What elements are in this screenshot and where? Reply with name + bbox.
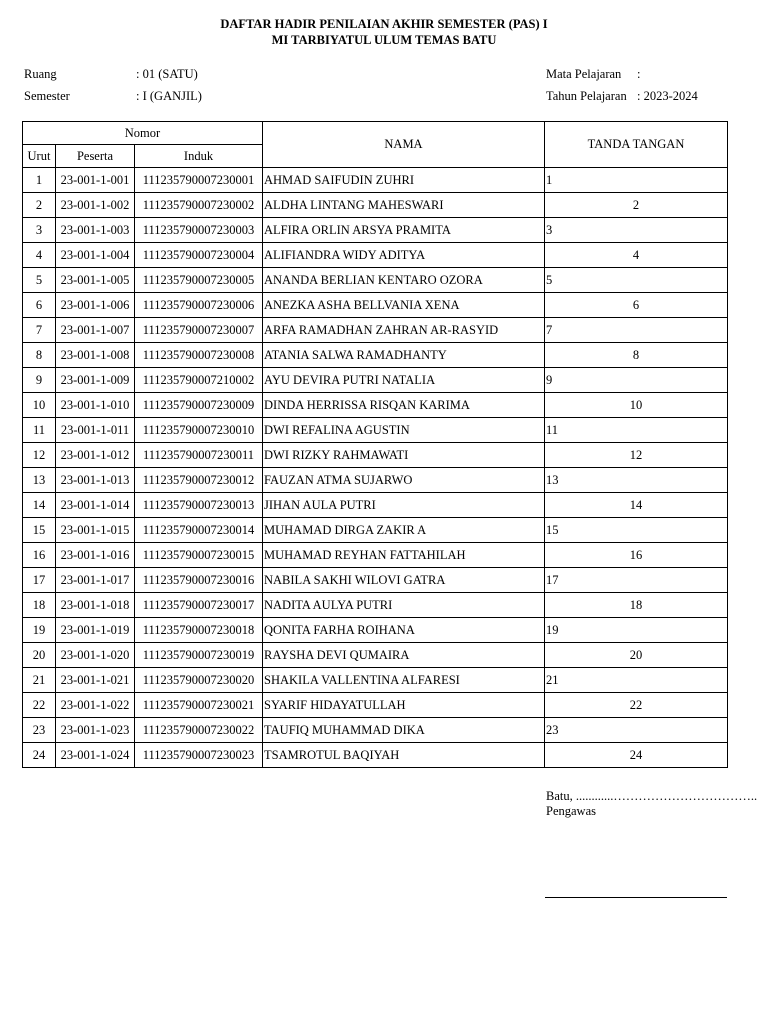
row-tanda-tangan: 14 (545, 493, 728, 518)
row-peserta: 23-001-1-013 (56, 468, 135, 493)
row-induk: 111235790007230019 (135, 643, 263, 668)
attendance-table (22, 121, 728, 768)
row-tanda-tangan: 19 (545, 618, 728, 643)
table-row (23, 493, 728, 518)
header-peserta: Peserta (56, 145, 135, 168)
row-peserta: 23-001-1-020 (56, 643, 135, 668)
signature-line (545, 897, 727, 898)
row-induk: 111235790007210002 (135, 368, 263, 393)
row-nama: RAYSHA DEVI QUMAIRA (263, 643, 545, 668)
table-row (23, 668, 728, 693)
row-nama: ALIFIANDRA WIDY ADITYA (263, 243, 545, 268)
row-nama: ANEZKA ASHA BELLVANIA XENA (263, 293, 545, 318)
row-nama: MUHAMAD REYHAN FATTAHILAH (263, 543, 545, 568)
row-induk: 111235790007230014 (135, 518, 263, 543)
row-tanda-tangan: 23 (545, 718, 728, 743)
row-tanda-tangan: 15 (545, 518, 728, 543)
row-induk: 111235790007230002 (135, 193, 263, 218)
row-tanda-tangan: 17 (545, 568, 728, 593)
tahun-label: Tahun Pelajaran (546, 89, 627, 103)
row-induk: 111235790007230007 (135, 318, 263, 343)
row-tanda-tangan: 24 (545, 743, 728, 768)
row-tanda-tangan: 4 (545, 243, 728, 268)
row-nama: NADITA AULYA PUTRI (263, 593, 545, 618)
row-tanda-tangan: 5 (545, 268, 728, 293)
row-peserta: 23-001-1-018 (56, 593, 135, 618)
row-nama: ANANDA BERLIAN KENTARO OZORA (263, 268, 545, 293)
row-urut: 21 (23, 668, 56, 693)
row-nama: DINDA HERRISSA RISQAN KARIMA (263, 393, 545, 418)
table-row (23, 643, 728, 668)
row-nama: DWI REFALINA AGUSTIN (263, 418, 545, 443)
row-peserta: 23-001-1-004 (56, 243, 135, 268)
ruang-value: : 01 (SATU) (136, 67, 198, 81)
row-induk: 111235790007230015 (135, 543, 263, 568)
semester-value: : I (GANJIL) (136, 89, 202, 103)
row-urut: 5 (23, 268, 56, 293)
table-row (23, 193, 728, 218)
row-induk: 111235790007230016 (135, 568, 263, 593)
row-urut: 6 (23, 293, 56, 318)
row-urut: 19 (23, 618, 56, 643)
row-tanda-tangan: 12 (545, 443, 728, 468)
row-urut: 17 (23, 568, 56, 593)
row-tanda-tangan: 18 (545, 593, 728, 618)
table-row (23, 518, 728, 543)
table-row (23, 543, 728, 568)
row-peserta: 23-001-1-010 (56, 393, 135, 418)
row-urut: 7 (23, 318, 56, 343)
row-urut: 13 (23, 468, 56, 493)
row-tanda-tangan: 6 (545, 293, 728, 318)
row-urut: 23 (23, 718, 56, 743)
row-nama: TAUFIQ MUHAMMAD DIKA (263, 718, 545, 743)
ruang-label: Ruang (24, 67, 57, 81)
header-induk: Induk (135, 145, 263, 168)
row-urut: 18 (23, 593, 56, 618)
row-peserta: 23-001-1-005 (56, 268, 135, 293)
row-induk: 111235790007230009 (135, 393, 263, 418)
row-tanda-tangan: 2 (545, 193, 728, 218)
row-induk: 111235790007230022 (135, 718, 263, 743)
table-row (23, 393, 728, 418)
row-peserta: 23-001-1-019 (56, 618, 135, 643)
row-urut: 1 (23, 168, 56, 193)
row-induk: 111235790007230023 (135, 743, 263, 768)
row-tanda-tangan: 9 (545, 368, 728, 393)
pengawas-label: Pengawas (546, 804, 596, 818)
table-row (23, 168, 728, 193)
document-title: DAFTAR HADIR PENILAIAN AKHIR SEMESTER (PAS) I (220, 17, 548, 31)
row-urut: 9 (23, 368, 56, 393)
row-tanda-tangan: 7 (545, 318, 728, 343)
table-row (23, 343, 728, 368)
mapel-label: Mata Pelajaran (546, 67, 622, 81)
row-peserta: 23-001-1-017 (56, 568, 135, 593)
row-peserta: 23-001-1-006 (56, 293, 135, 318)
row-tanda-tangan: 11 (545, 418, 728, 443)
row-nama: ARFA RAMADHAN ZAHRAN AR-RASYID (263, 318, 545, 343)
row-tanda-tangan: 20 (545, 643, 728, 668)
header-nomor: Nomor (23, 122, 263, 145)
row-nama: ALFIRA ORLIN ARSYA PRAMITA (263, 218, 545, 243)
school-name: MI TARBIYATUL ULUM TEMAS BATU (271, 33, 497, 47)
row-peserta: 23-001-1-008 (56, 343, 135, 368)
row-induk: 111235790007230005 (135, 268, 263, 293)
row-urut: 12 (23, 443, 56, 468)
row-induk: 111235790007230008 (135, 343, 263, 368)
row-tanda-tangan: 22 (545, 693, 728, 718)
row-urut: 3 (23, 218, 56, 243)
mapel-value: : (637, 67, 641, 81)
table-row (23, 568, 728, 593)
row-tanda-tangan: 3 (545, 218, 728, 243)
header-nama: NAMA (263, 122, 545, 168)
row-nama: FAUZAN ATMA SUJARWO (263, 468, 545, 493)
row-peserta: 23-001-1-016 (56, 543, 135, 568)
row-peserta: 23-001-1-001 (56, 168, 135, 193)
table-row (23, 268, 728, 293)
row-nama: SYARIF HIDAYATULLAH (263, 693, 545, 718)
row-peserta: 23-001-1-012 (56, 443, 135, 468)
row-urut: 16 (23, 543, 56, 568)
row-tanda-tangan: 21 (545, 668, 728, 693)
row-urut: 20 (23, 643, 56, 668)
row-urut: 2 (23, 193, 56, 218)
row-induk: 111235790007230011 (135, 443, 263, 468)
row-tanda-tangan: 16 (545, 543, 728, 568)
place-date: Batu, ............…………………………….. (546, 789, 758, 803)
row-induk: 111235790007230012 (135, 468, 263, 493)
row-nama: NABILA SAKHI WILOVI GATRA (263, 568, 545, 593)
row-urut: 22 (23, 693, 56, 718)
row-peserta: 23-001-1-022 (56, 693, 135, 718)
row-urut: 4 (23, 243, 56, 268)
row-induk: 111235790007230003 (135, 218, 263, 243)
table-row (23, 618, 728, 643)
table-row (23, 243, 728, 268)
row-nama: ATANIA SALWA RAMADHANTY (263, 343, 545, 368)
row-peserta: 23-001-1-014 (56, 493, 135, 518)
semester-label: Semester (24, 89, 70, 103)
table-row (23, 468, 728, 493)
row-tanda-tangan: 13 (545, 468, 728, 493)
row-nama: MUHAMAD DIRGA ZAKIR A (263, 518, 545, 543)
row-tanda-tangan: 10 (545, 393, 728, 418)
row-nama: AYU DEVIRA PUTRI NATALIA (263, 368, 545, 393)
row-peserta: 23-001-1-007 (56, 318, 135, 343)
row-induk: 111235790007230018 (135, 618, 263, 643)
table-row (23, 368, 728, 393)
row-tanda-tangan: 8 (545, 343, 728, 368)
row-peserta: 23-001-1-021 (56, 668, 135, 693)
row-induk: 111235790007230013 (135, 493, 263, 518)
row-urut: 15 (23, 518, 56, 543)
row-nama: TSAMROTUL BAQIYAH (263, 743, 545, 768)
row-tanda-tangan: 1 (545, 168, 728, 193)
row-nama: SHAKILA VALLENTINA ALFARESI (263, 668, 545, 693)
table-row (23, 743, 728, 768)
row-peserta: 23-001-1-011 (56, 418, 135, 443)
table-row (23, 593, 728, 618)
row-induk: 111235790007230017 (135, 593, 263, 618)
row-induk: 111235790007230006 (135, 293, 263, 318)
row-peserta: 23-001-1-003 (56, 218, 135, 243)
table-row (23, 718, 728, 743)
header-urut: Urut (23, 145, 56, 168)
table-row (23, 443, 728, 468)
row-peserta: 23-001-1-009 (56, 368, 135, 393)
row-urut: 14 (23, 493, 56, 518)
row-induk: 111235790007230021 (135, 693, 263, 718)
tahun-value: : 2023-2024 (637, 89, 698, 103)
table-row (23, 418, 728, 443)
row-peserta: 23-001-1-015 (56, 518, 135, 543)
row-nama: JIHAN AULA PUTRI (263, 493, 545, 518)
table-row (23, 693, 728, 718)
row-nama: QONITA FARHA ROIHANA (263, 618, 545, 643)
header-tanda-tangan: TANDA TANGAN (545, 122, 728, 168)
row-nama: ALDHA LINTANG MAHESWARI (263, 193, 545, 218)
row-peserta: 23-001-1-024 (56, 743, 135, 768)
row-induk: 111235790007230001 (135, 168, 263, 193)
row-peserta: 23-001-1-023 (56, 718, 135, 743)
table-row (23, 318, 728, 343)
row-induk: 111235790007230010 (135, 418, 263, 443)
row-induk: 111235790007230004 (135, 243, 263, 268)
row-urut: 24 (23, 743, 56, 768)
row-induk: 111235790007230020 (135, 668, 263, 693)
row-urut: 10 (23, 393, 56, 418)
table-row (23, 293, 728, 318)
row-urut: 11 (23, 418, 56, 443)
row-nama: AHMAD SAIFUDIN ZUHRI (263, 168, 545, 193)
row-nama: DWI RIZKY RAHMAWATI (263, 443, 545, 468)
table-row (23, 218, 728, 243)
row-peserta: 23-001-1-002 (56, 193, 135, 218)
row-urut: 8 (23, 343, 56, 368)
